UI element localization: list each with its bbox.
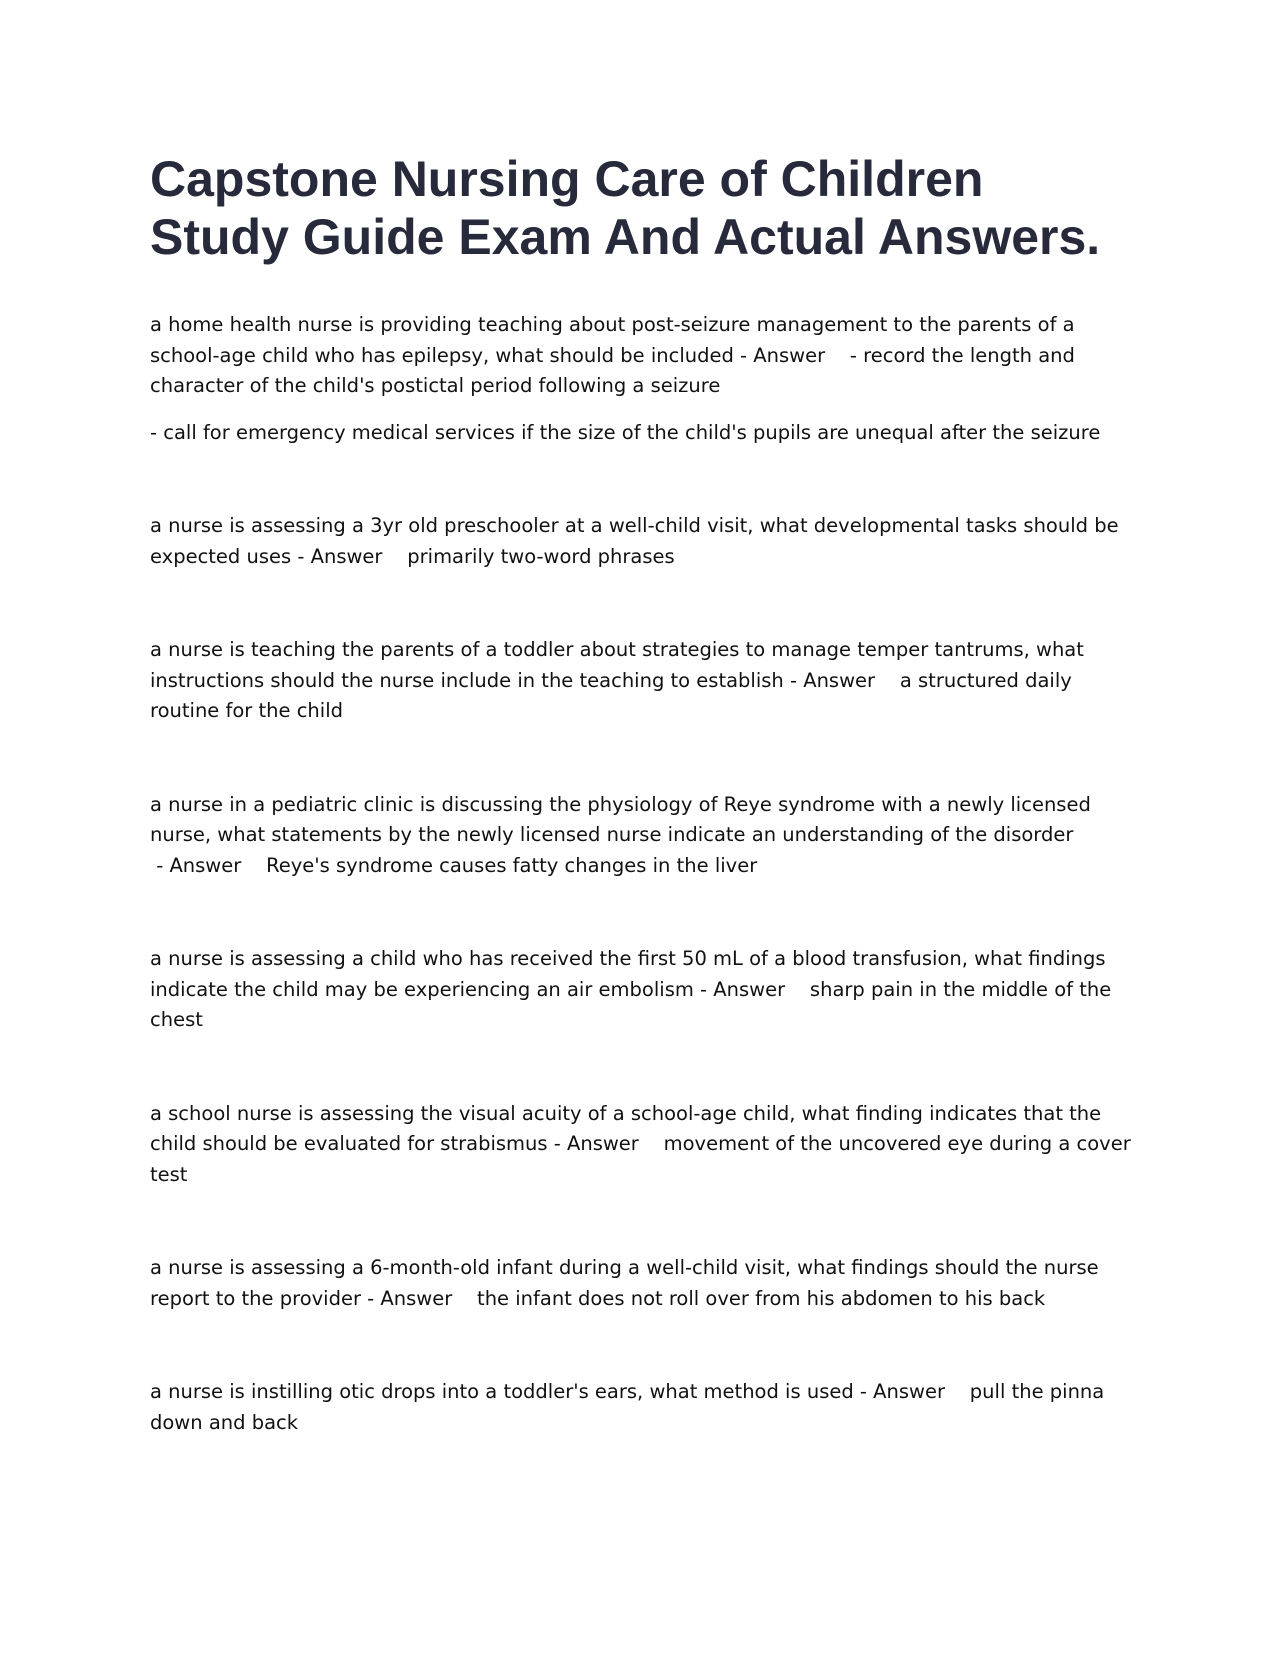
- document-page: [150, 150, 1140, 1438]
- question-text: a nurse is assessing a child who has received the first 50 mL of a blood transfusion, what findings indicate the child may be experiencing an air embolism: [150, 947, 1106, 1001]
- question-text: a nurse in a pediatric clinic is discussing the physiology of Reye syndrome with a newly licensed nurse, what statements by the newly licensed nurse indicate an understanding of the disorder: [150, 792, 1091, 846]
- answer-text: - call for emergency medical services if the size of the child's pupils are unequal after the seizure: [150, 420, 1101, 444]
- qa-item: a nurse in a pediatric clinic is discussing the physiology of Reye syndrome with a newly licensed nurse, what statements by the newly licensed nurse indicate an understanding of the disorder - Answer Reye's syndrome causes fatty changes in the liver: [150, 792, 1091, 877]
- qa-item: a home health nurse is providing teaching about post-seizure management to the parents of a school-age child who has epilepsy, what should be included - Answer - record the length and character of the child's postictal period following a seizure: [150, 313, 1075, 397]
- answer-label: Answer: [310, 544, 383, 568]
- qa-item: a nurse is assessing a child who has received the first 50 mL of a blood transfusion, what findings indicate the child may be experiencing an air embolism - Answer sharp pain in the middle of the chest: [150, 947, 1112, 1031]
- qa-item-continuation: [150, 418, 1140, 449]
- document-title: Capstone Nursing Care of Children Study Guide Exam And Actual Answers.: [150, 151, 1101, 265]
- answer-text: Reye's syndrome causes fatty changes in the liver: [266, 853, 758, 877]
- answer-text: - record the length and character of the child's postictal period following a seizure: [150, 343, 1075, 397]
- answer-label: Answer: [567, 1132, 639, 1155]
- answer-text: movement of the uncovered eye during a cover test: [150, 1132, 1131, 1186]
- answer-text: the infant does not roll over from his abdomen to his back: [477, 1286, 1046, 1310]
- answer-label: Answer: [753, 343, 826, 367]
- answer-text: sharp pain in the middle of the chest: [150, 977, 1112, 1031]
- answer-label: Answer: [169, 853, 242, 877]
- answer-text: a structured daily routine for the child: [150, 668, 1072, 722]
- qa-item: a nurse is teaching the parents of a toddler about strategies to manage temper tantrums, what instructions should the nurse include in the teaching to establish - Answer a structured daily routine for the child: [150, 638, 1084, 722]
- answer-label: Answer: [380, 1286, 453, 1310]
- qa-item: a nurse is instilling otic drops into a toddler's ears, what method is used - Answer pull the pinna down and back: [150, 1380, 1105, 1434]
- question-text: a nurse is assessing a 6-month-old infant during a well-child visit, what findings should the nurse report to the provider: [150, 1256, 1099, 1310]
- answer-text: pull the pinna down and back: [150, 1380, 1105, 1434]
- qa-list: [150, 310, 1140, 1438]
- qa-item: a nurse is assessing a 3yr old preschooler at a well-child visit, what developmental tasks should be expected uses - Answer primarily two-word phrases: [150, 514, 1119, 568]
- question-text: a nurse is teaching the parents of a toddler about strategies to manage temper tantrums, what instructions should the nurse include in the teaching to establish: [150, 638, 1084, 692]
- question-text: a home health nurse is providing teaching about post-seizure management to the parents of a school-age child who has epilepsy, what should be included: [150, 313, 1075, 367]
- qa-item: a school nurse is assessing the visual acuity of a school-age child, what finding indicates that the child should be evaluated for strabismus - Answer movement of the uncovered eye during a cover test: [150, 1101, 1131, 1186]
- question-text: a nurse is instilling otic drops into a toddler's ears, what method is used: [150, 1380, 854, 1403]
- qa-item: a nurse is assessing a 6-month-old infant during a well-child visit, what findings should the nurse report to the provider - Answer the infant does not roll over from his abdomen to his back: [150, 1256, 1099, 1310]
- answer-text: primarily two-word phrases: [407, 544, 675, 568]
- answer-label: Answer: [803, 668, 876, 692]
- answer-label: Answer: [873, 1380, 945, 1403]
- answer-label: Answer: [713, 977, 786, 1001]
- question-text: a nurse is assessing a 3yr old preschooler at a well-child visit, what developmental tasks should be expected uses: [150, 514, 1119, 568]
- question-text: a school nurse is assessing the visual acuity of a school-age child, what finding indicates that the child should be evaluated for strabismus: [150, 1101, 1102, 1155]
